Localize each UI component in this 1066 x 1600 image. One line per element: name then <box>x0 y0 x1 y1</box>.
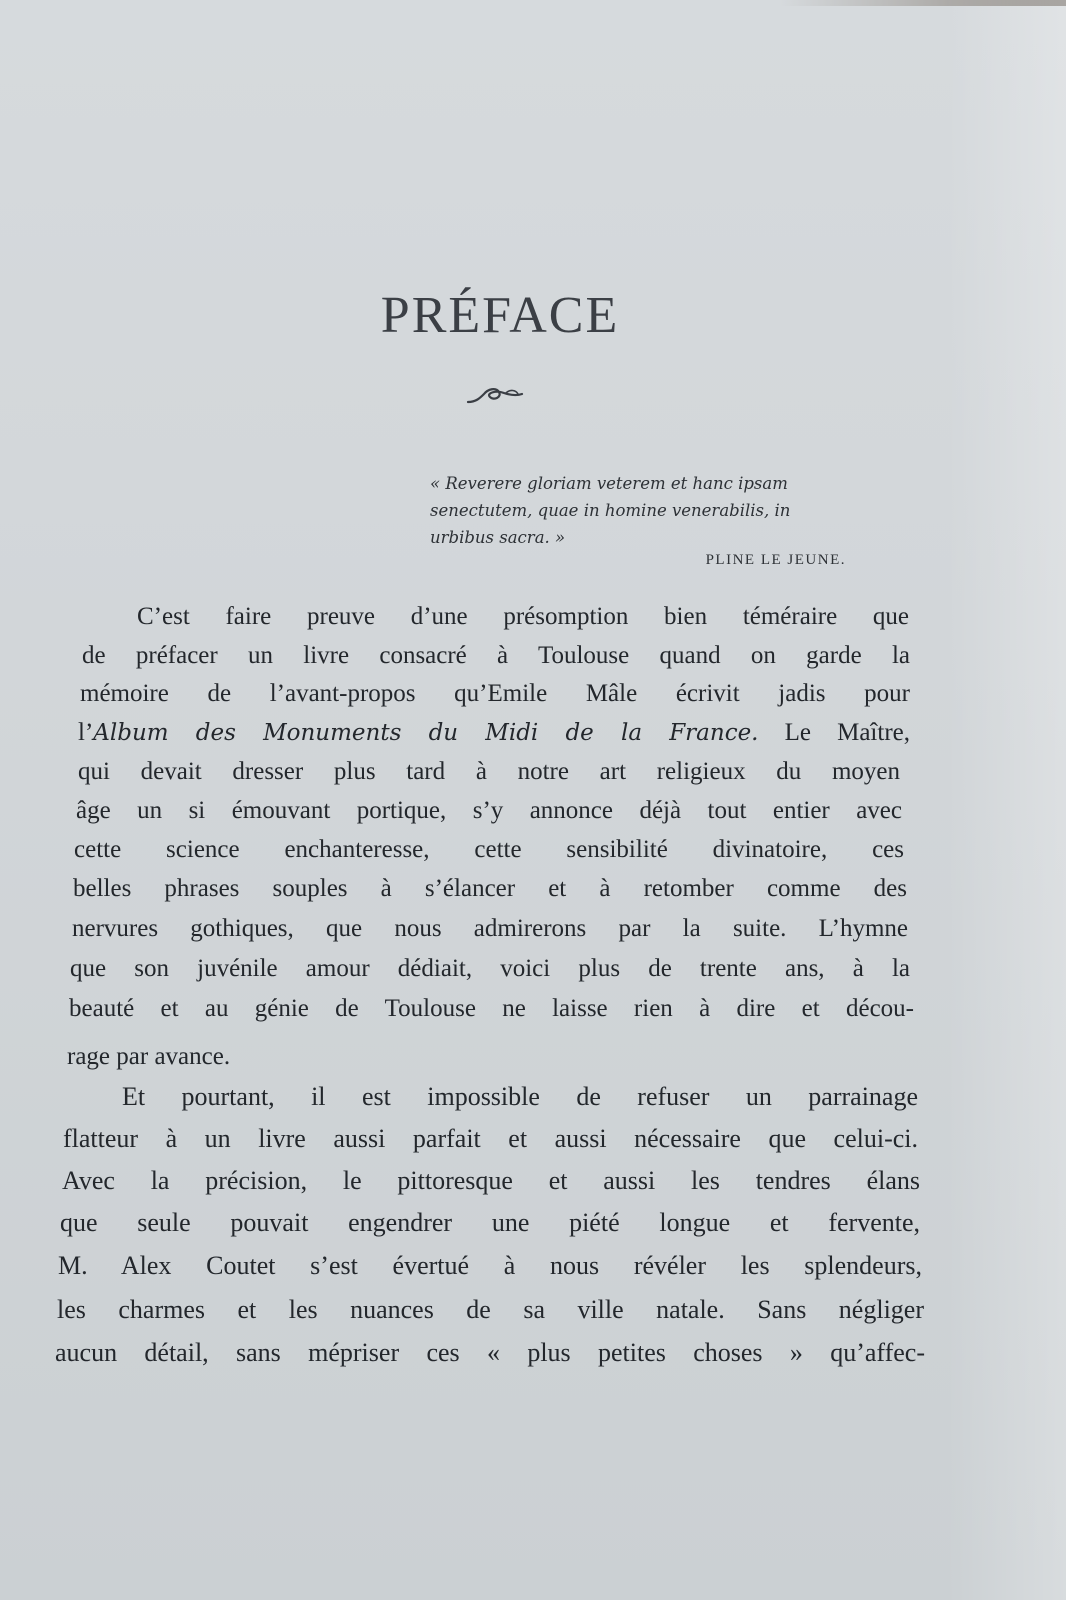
text-suffix: Le Maître, <box>758 719 910 746</box>
body-text-line: âge un si émouvant portique, s’y annonce déjà tout entier avec <box>76 797 902 824</box>
epigraph-line: urbibus sacra. » <box>430 528 566 547</box>
body-text-line: C’est faire preuve d’une présomption bien téméraire que <box>137 603 909 630</box>
body-text-line: flatteur à un livre aussi parfait et aussi nécessaire que celui-ci. <box>63 1124 918 1153</box>
epigraph-attribution: PLINE LE JEUNE. <box>705 552 846 568</box>
body-text-line: cette science enchanteresse, cette sensibilité divinatoire, ces <box>74 836 904 863</box>
body-text-line: les charmes et les nuances de sa ville natale. Sans négliger <box>57 1295 924 1324</box>
body-text-line: M. Alex Coutet s’est évertué à nous révéler les splendeurs, <box>58 1251 922 1280</box>
body-text-line: de préfacer un livre consacré à Toulouse quand on garde la <box>82 642 910 669</box>
body-text-line: que seule pouvait engendrer une piété longue et fervente, <box>60 1208 920 1237</box>
body-text-line-with-italic <box>78 719 910 747</box>
italic-book-title: Album des Monuments du Midi de la France. <box>93 720 759 746</box>
page-edge-shadow <box>780 0 1066 6</box>
body-text-line: belles phrases souples à s’élancer et à retomber comme des <box>73 875 907 902</box>
body-text-line: qui devait dresser plus tard à notre art religieux du moyen <box>78 758 900 785</box>
epigraph-line: « Reverere gloriam veterem et hanc ipsam <box>430 474 788 493</box>
body-text-line: aucun détail, sans mépriser ces « plus petites choses » qu’affec- <box>55 1338 925 1367</box>
epigraph-line: senectutem, quae in homine venerabilis, in <box>430 501 791 520</box>
page-title: PRÉFACE <box>380 287 620 344</box>
body-text-line: que son juvénile amour dédiait, voici plus de trente ans, à la <box>70 955 910 982</box>
text-prefix: l’ <box>78 719 94 746</box>
body-text-line: nervures gothiques, que nous admirerons par la suite. L’hymne <box>72 915 908 942</box>
flourish-ornament-icon <box>466 384 530 408</box>
body-text-line: rage par avance. <box>67 1043 231 1070</box>
epigraph-quote <box>430 470 856 551</box>
body-text-line: mémoire de l’avant-propos qu’Emile Mâle écrivit jadis pour <box>80 680 910 707</box>
body-text-line: Et pourtant, il est impossible de refuser un parrainage <box>122 1082 918 1111</box>
body-text-line: beauté et au génie de Toulouse ne laisse rien à dire et décou- <box>69 995 914 1022</box>
body-text-line: Avec la précision, le pittoresque et aussi les tendres élans <box>62 1166 920 1195</box>
